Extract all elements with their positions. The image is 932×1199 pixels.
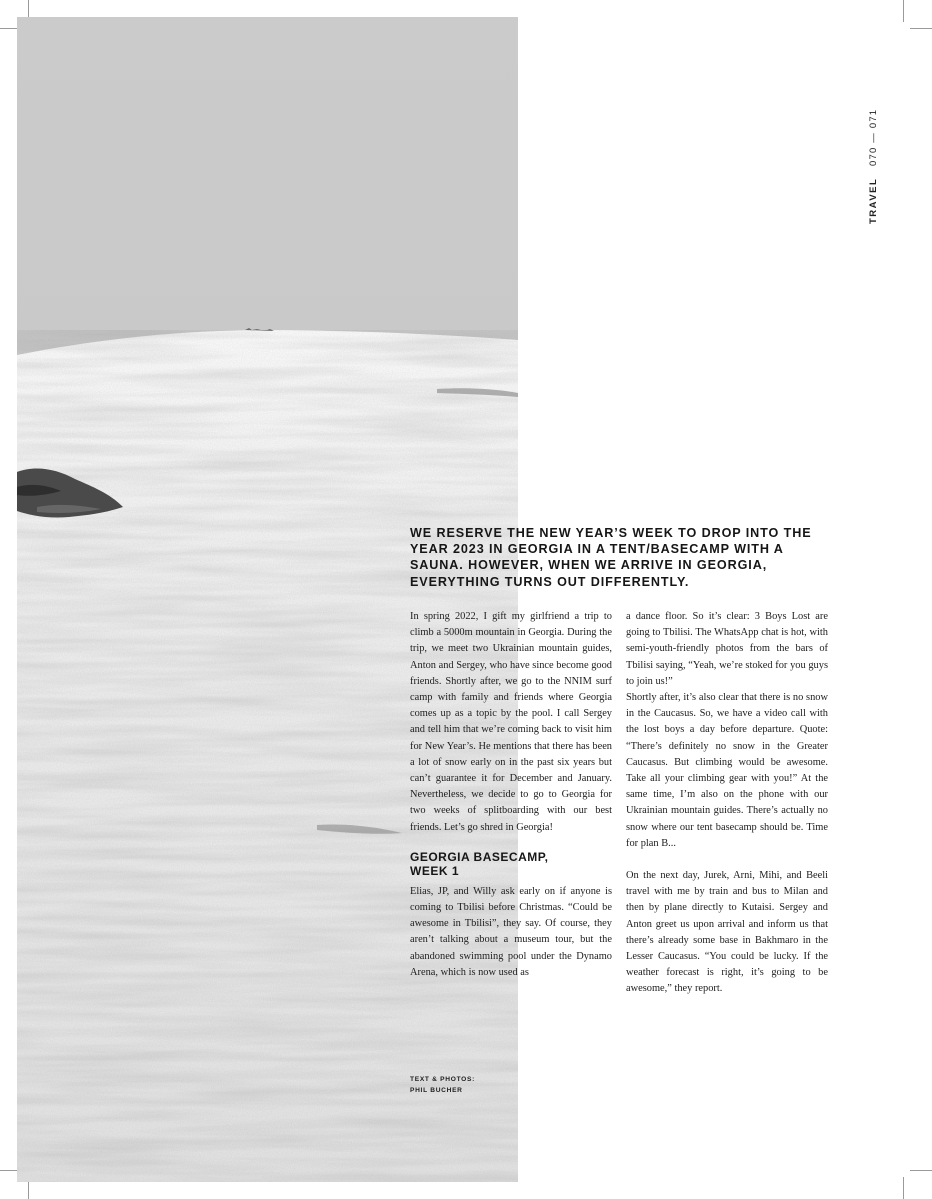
section-page-label xyxy=(868,104,882,224)
crop-mark xyxy=(910,28,932,29)
page-numbers: 070 — 071 xyxy=(868,108,879,166)
basecamp-paragraph-continued: a dance floor. So it’s clear: 3 Boys Lost are going to Tbilisi. The WhatsApp chat is hot, with semi-youth-friendly photos from the bars of Tbilisi saying, “Yeah, we’re stoked for you guys to join us!” xyxy=(626,611,828,687)
basecamp-paragraph: Elias, JP, and Willy ask early on if anyone is coming to Tbilisi before Christmas. “Could be awesome in Tbilisi”, they say. Of course, they aren’t talking about a museum tour, but the abandoned swimming pool under the Dynamo Arena, which is now used as xyxy=(410,885,612,978)
credits-name: PHIL BUCHER xyxy=(410,1087,463,1094)
body-column-right xyxy=(626,609,828,998)
no-snow-paragraph: Shortly after, it’s also clear that there is no snow in the Caucasus. So, we have a video call with the lost boys a day before departure. Quote: “There’s definitely no snow in the Greater Caucasus. But climbing would be awesome. Take all your climbing gear with you!” At the same time, I’m also on the phone with our Ukrainian mountain guides. There’s actually no snow where our tent basecamp should be. Time for plan B... xyxy=(626,692,828,849)
subhead-georgia-basecamp xyxy=(410,850,612,878)
intro-paragraph: In spring 2022, I gift my girlfriend a trip to climb a 5000m mountain in Georgia. During the trip, we meet two Ukrainian mountain guides, Anton and Sergey, who have since become good friends. Shortly after, we go to the NNIM surf camp with family and friends where Georgia comes up as a topic by the pool. I call Sergey and tell him that we’re coming back to visit him for New Year’s. He mentions that there has been a lot of snow early on in the past six years but can’t guarantee it for December and January. Nevertheless, we decide to go to Georgia for two weeks of splitboarding with our best friends. Let’s go shred in Georgia! xyxy=(410,611,612,833)
article-headline: WE RESERVE THE NEW YEAR’S WEEK TO DROP INTO THE YEAR 2023 IN GEORGIA IN A TENT/BASECAMP WITH A SAUNA. HOWEVER, WHEN WE ARRIVE IN GEORGIA, EVERYTHING TURNS OUT DIFFERENTLY. xyxy=(410,526,812,589)
photo-credits xyxy=(410,1074,475,1096)
subhead-line-1: GEORGIA BASECAMP, xyxy=(410,849,549,864)
section-label: TRAVEL xyxy=(868,177,879,224)
snow-slope-photo xyxy=(17,17,518,1182)
arrival-paragraph: On the next day, Jurek, Arni, Mihi, and Beeli travel with me by train and bus to Milan and then by plane directly to Kutaisi. Sergey and Anton greet us upon arrival and inform us that there’s already some base in Bakhmaro in the Lesser Caucasus. “You could be lucky. If the weather forecast is right, it’s going to be awesome,” they report. xyxy=(626,870,828,995)
body-column-left xyxy=(410,609,612,981)
crop-mark xyxy=(903,0,904,22)
crop-mark xyxy=(910,1170,932,1171)
credits-label: TEXT & PHOTOS: xyxy=(410,1076,475,1083)
subhead-line-2: WEEK 1 xyxy=(410,863,460,878)
crop-mark xyxy=(903,1177,904,1199)
